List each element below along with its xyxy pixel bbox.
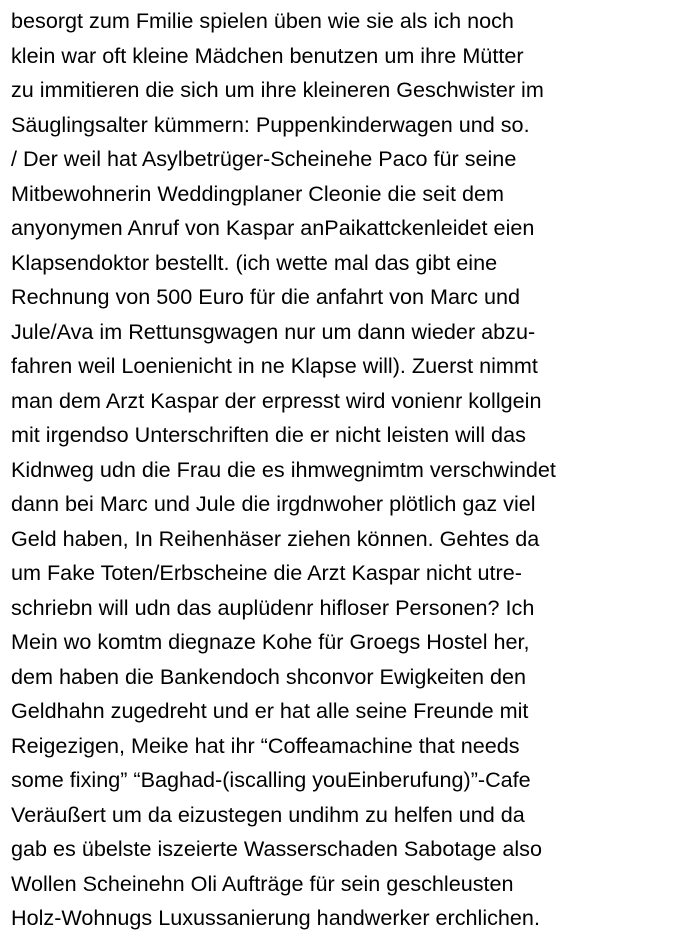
text-line: dem haben die Bankendoch shconvor Ewigkeiten den xyxy=(11,663,527,689)
text-line: Kidnweg udn die Frau die es ihmwegnimtm verschwindet xyxy=(11,456,556,482)
text-line: gab es übelste iszeierte Wasserschaden Sabotage also xyxy=(11,836,542,861)
text-line: Mitbewohnerin Weddingplaner Cleonie die seit dem xyxy=(11,180,504,206)
text-line: fahren weil Loenienicht in ne Klapse will). Zuerst nimmt xyxy=(11,353,538,378)
text-line: Geld haben, In Reihenhäser ziehen können. Gehtes da xyxy=(11,525,540,551)
text-line: Rechnung von 500 Euro für die anfahrt von Marc und xyxy=(11,284,520,309)
text-line: Reigezigen, Meike hat ihr “Coffeamachine that needs xyxy=(11,732,520,758)
text-line: / Der weil hat Asylbetrüger-Scheinehe Paco für seine xyxy=(11,146,517,171)
text-line: zu immitieren die sich um ihre kleineren Geschwister im xyxy=(11,77,544,102)
text-line: Wollen Scheinehn Oli Aufträge für sein geschleusten xyxy=(11,870,514,896)
text-line: Säuglingsalter kümmern: Puppenkinderwagen und so. xyxy=(11,111,530,137)
body-text xyxy=(11,4,679,936)
text-line: Mein wo komtm diegnaze Kohe für Groegs Hostel her, xyxy=(11,629,530,654)
text-line: besorgt zum Fmilie spielen üben wie sie als ich noch xyxy=(11,8,514,33)
text-line: schriebn will udn das auplüdenr hifloser Personen? Ich xyxy=(11,594,535,620)
text-line: some fixing” “Baghad-(iscalling youEinberufung)”-Cafe xyxy=(11,767,531,792)
text-line: dann bei Marc und Jule die irgdnwoher plötlich gaz viel xyxy=(11,491,536,516)
text-line: Jule/Ava im Rettunsgwagen nur um dann wieder abzu- xyxy=(11,318,536,344)
text-line: Geldhahn zugedreht und er hat alle seine Freunde mit xyxy=(11,698,529,723)
text-line: klein war oft kleine Mädchen benutzen um ihre Mütter xyxy=(11,42,524,68)
text-line: Veräußert um da eizustegen undihm zu helfen und da xyxy=(11,801,525,827)
text-line: mit irgendso Unterschriften die er nicht leisten will das xyxy=(11,422,526,447)
text-line: Holz-Wohnugs Luxussanierung handwerker erchlichen. xyxy=(11,905,540,930)
text-line: Klapsendoktor bestellt. (ich wette mal das gibt eine xyxy=(11,249,498,275)
text-line: um Fake Toten/Erbscheine die Arzt Kaspar nicht utre- xyxy=(11,560,522,585)
text-line: anyonymen Anruf von Kaspar anPaikattckenleidet eien xyxy=(11,215,535,240)
text-line: man dem Arzt Kaspar der erpresst wird vonienr kollgein xyxy=(11,387,542,413)
